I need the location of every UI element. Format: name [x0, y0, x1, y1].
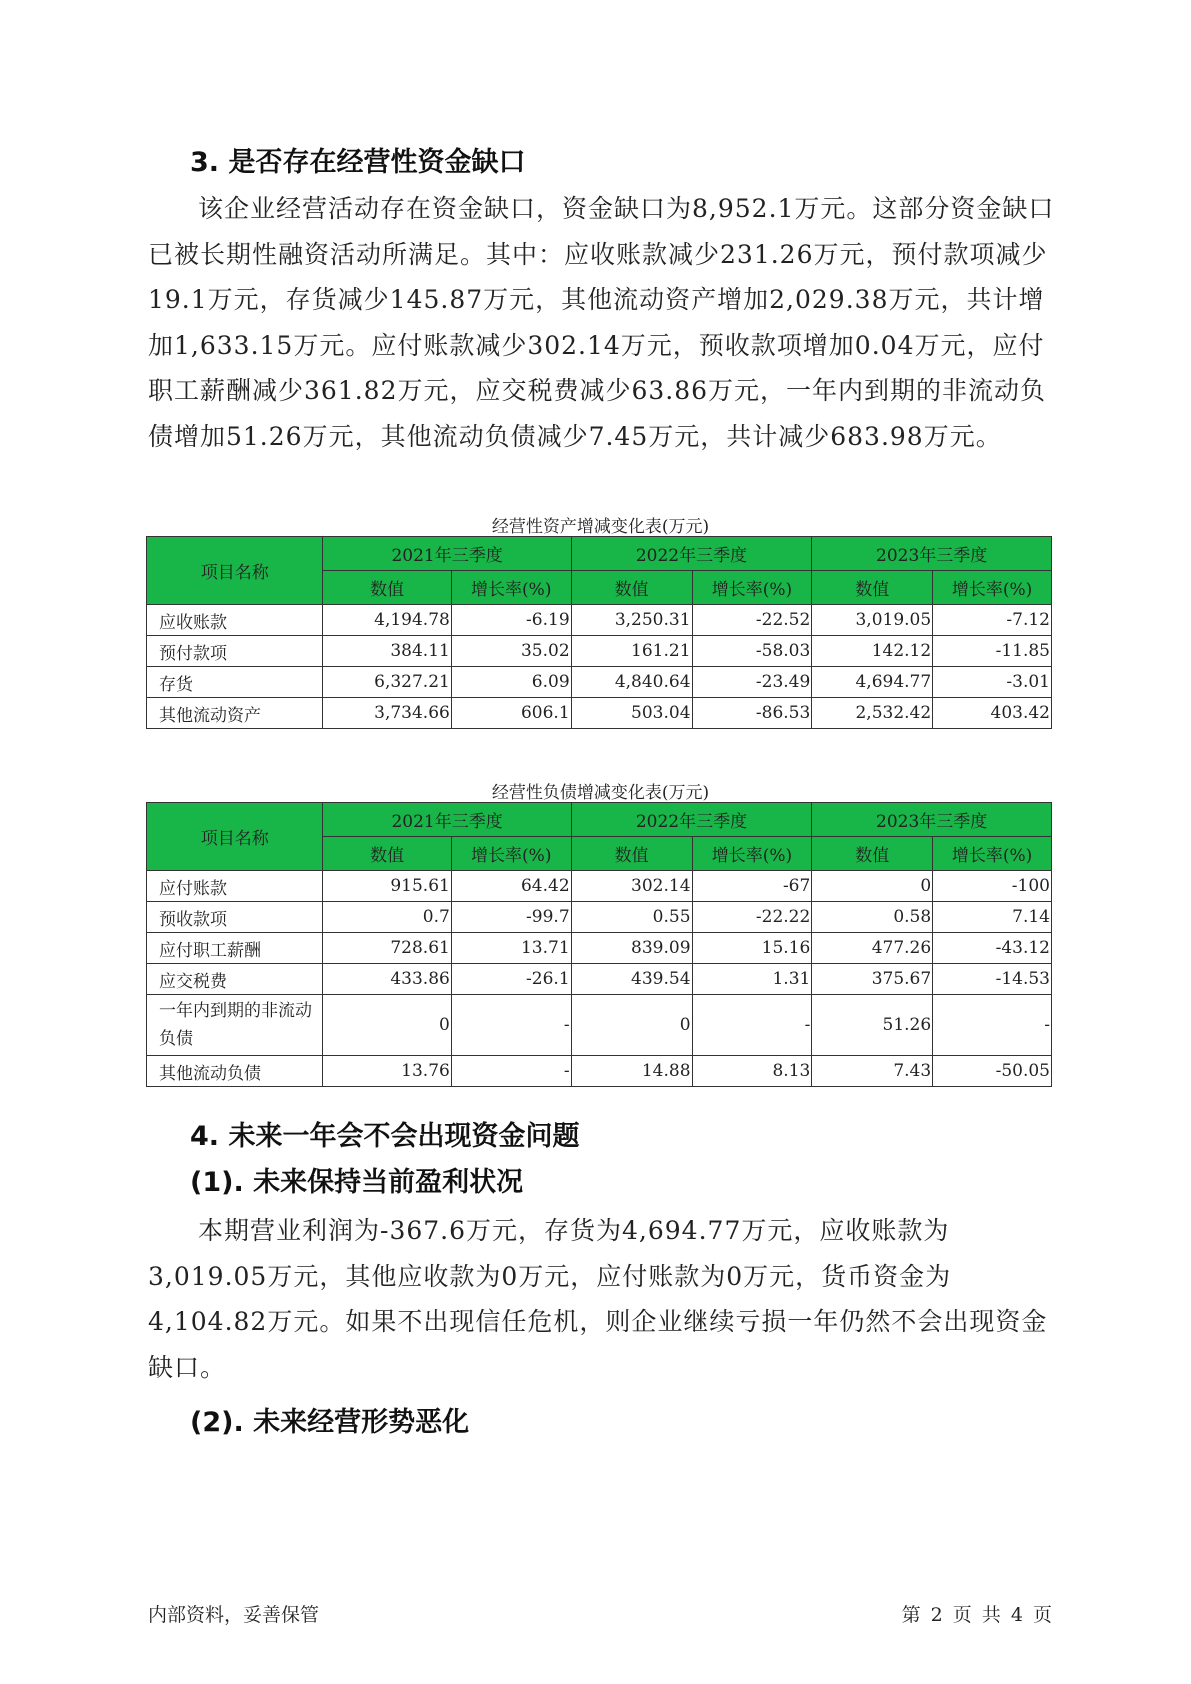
value-cell: 839.09	[571, 933, 692, 964]
row-item-name: 其他流动资产	[147, 698, 323, 729]
value-cell: 161.21	[571, 636, 692, 667]
rate-cell: 606.1	[451, 698, 571, 729]
rate-cell: -58.03	[692, 636, 812, 667]
header-item-name: 项目名称	[147, 537, 323, 605]
value-cell: 302.14	[571, 871, 692, 902]
liabilities-table	[146, 802, 1052, 1087]
assets-table	[146, 536, 1052, 729]
rate-cell: 6.09	[451, 667, 571, 698]
header-rate: 增长率(%)	[692, 571, 812, 605]
rate-cell: 7.14	[933, 902, 1052, 933]
header-value: 数值	[812, 837, 933, 871]
value-cell: 4,194.78	[323, 605, 451, 636]
value-cell: 3,250.31	[571, 605, 692, 636]
value-cell: 13.76	[323, 1056, 451, 1087]
value-cell: 14.88	[571, 1056, 692, 1087]
rate-cell: -14.53	[933, 964, 1052, 995]
table-row	[147, 698, 1052, 729]
table-row	[147, 636, 1052, 667]
header-period-2023: 2023年三季度	[812, 537, 1052, 571]
header-item-name: 项目名称	[147, 803, 323, 871]
rate-cell: -	[451, 995, 571, 1056]
value-cell: 477.26	[812, 933, 933, 964]
table-row	[147, 667, 1052, 698]
value-cell: 728.61	[323, 933, 451, 964]
value-cell: 439.54	[571, 964, 692, 995]
assets-table-caption: 经营性资产增减变化表(万元)	[491, 517, 710, 537]
row-item-name: 应付职工薪酬	[147, 933, 323, 964]
value-cell: 7.43	[812, 1056, 933, 1087]
header-rate: 增长率(%)	[451, 837, 571, 871]
row-item-name: 一年内到期的非流动负债	[147, 995, 323, 1056]
rate-cell: -3.01	[933, 667, 1052, 698]
header-value: 数值	[323, 837, 451, 871]
rate-cell: 35.02	[451, 636, 571, 667]
value-cell: 3,019.05	[812, 605, 933, 636]
section-4-1-paragraph: 本期营业利润为-367.6万元，存货为4,694.77万元，应收账款为3,019.05万元，其他应收款为0万元，应付账款为0万元，货币资金为4,104.82万元。如果不出现信任危机，则企业继续亏损一年仍然不会出现资金缺口。	[148, 1216, 1048, 1382]
header-rate: 增长率(%)	[692, 837, 812, 871]
table-row	[147, 605, 1052, 636]
value-cell: 0	[812, 871, 933, 902]
header-rate: 增长率(%)	[933, 571, 1052, 605]
value-cell: 384.11	[323, 636, 451, 667]
rate-cell: -22.52	[692, 605, 812, 636]
rate-cell: -11.85	[933, 636, 1052, 667]
row-item-name: 应付账款	[147, 871, 323, 902]
value-cell: 4,694.77	[812, 667, 933, 698]
section-4-1-body	[148, 1208, 1058, 1390]
header-period-2021: 2021年三季度	[323, 803, 571, 837]
header-rate: 增长率(%)	[933, 837, 1052, 871]
rate-cell: -23.49	[692, 667, 812, 698]
header-period-2022: 2022年三季度	[571, 537, 812, 571]
rate-cell: -	[933, 995, 1052, 1056]
header-period-2022: 2022年三季度	[571, 803, 812, 837]
rate-cell: 8.13	[692, 1056, 812, 1087]
footer-confidential-note: 内部资料，妥善保管	[148, 1604, 320, 1626]
section-3-paragraph: 该企业经营活动存在资金缺口，资金缺口为8,952.1万元。这部分资金缺口已被长期性融资活动所满足。其中：应收账款减少231.26万元，预付款项减少19.1万元，存货减少145.87万元，其他流动资产增加2,029.38万元，共计增加1,633.15万元。应付账款减少302.14万元，预收款项增加0.04万元，应付职工薪酬减少361.82万元，应交税费减少63.86万元，一年内到期的非流动负债增加51.26万元，其他流动负债减少7.45万元，共计减少683.98万元。	[148, 194, 1055, 451]
value-cell: 0.7	[323, 902, 451, 933]
value-cell: 51.26	[812, 995, 933, 1056]
row-item-name: 应交税费	[147, 964, 323, 995]
value-cell: 375.67	[812, 964, 933, 995]
value-cell: 503.04	[571, 698, 692, 729]
table-row	[147, 1056, 1052, 1087]
value-cell: 0	[571, 995, 692, 1056]
footer-page-number: 第 2 页 共 4 页	[901, 1604, 1052, 1626]
header-value: 数值	[812, 571, 933, 605]
table-row	[147, 995, 1052, 1056]
value-cell: 142.12	[812, 636, 933, 667]
row-item-name: 存货	[147, 667, 323, 698]
rate-cell: -	[692, 995, 812, 1056]
rate-cell: 15.16	[692, 933, 812, 964]
row-item-name: 应收账款	[147, 605, 323, 636]
section-4-1-heading: (1). 未来保持当前盈利状况	[190, 1167, 524, 1198]
value-cell: 915.61	[323, 871, 451, 902]
value-cell: 3,734.66	[323, 698, 451, 729]
rate-cell: -6.19	[451, 605, 571, 636]
rate-cell: -43.12	[933, 933, 1052, 964]
row-item-name: 其他流动负债	[147, 1056, 323, 1087]
rate-cell: -50.05	[933, 1056, 1052, 1087]
rate-cell: -22.22	[692, 902, 812, 933]
value-cell: 0	[323, 995, 451, 1056]
header-value: 数值	[571, 571, 692, 605]
value-cell: 4,840.64	[571, 667, 692, 698]
liabilities-table-caption: 经营性负债增减变化表(万元)	[491, 783, 710, 803]
rate-cell: 13.71	[451, 933, 571, 964]
section-4-2-heading: (2). 未来经营形势恶化	[190, 1407, 470, 1438]
section-3-heading: 3. 是否存在经营性资金缺口	[190, 147, 526, 178]
header-period-2023: 2023年三季度	[812, 803, 1052, 837]
rate-cell: -86.53	[692, 698, 812, 729]
table-row	[147, 871, 1052, 902]
value-cell: 433.86	[323, 964, 451, 995]
rate-cell: 403.42	[933, 698, 1052, 729]
row-item-name: 预付款项	[147, 636, 323, 667]
rate-cell: -100	[933, 871, 1052, 902]
header-rate: 增长率(%)	[451, 571, 571, 605]
table-row	[147, 964, 1052, 995]
section-4-heading: 4. 未来一年会不会出现资金问题	[190, 1121, 580, 1152]
table-row	[147, 902, 1052, 933]
header-period-2021: 2021年三季度	[323, 537, 571, 571]
value-cell: 0.55	[571, 902, 692, 933]
table-row	[147, 933, 1052, 964]
row-item-name: 预收款项	[147, 902, 323, 933]
rate-cell: -26.1	[451, 964, 571, 995]
rate-cell: -67	[692, 871, 812, 902]
header-value: 数值	[323, 571, 451, 605]
section-3-body	[148, 186, 1058, 459]
rate-cell: 1.31	[692, 964, 812, 995]
value-cell: 2,532.42	[812, 698, 933, 729]
rate-cell: -99.7	[451, 902, 571, 933]
value-cell: 0.58	[812, 902, 933, 933]
rate-cell: 64.42	[451, 871, 571, 902]
rate-cell: -	[451, 1056, 571, 1087]
value-cell: 6,327.21	[323, 667, 451, 698]
rate-cell: -7.12	[933, 605, 1052, 636]
header-value: 数值	[571, 837, 692, 871]
